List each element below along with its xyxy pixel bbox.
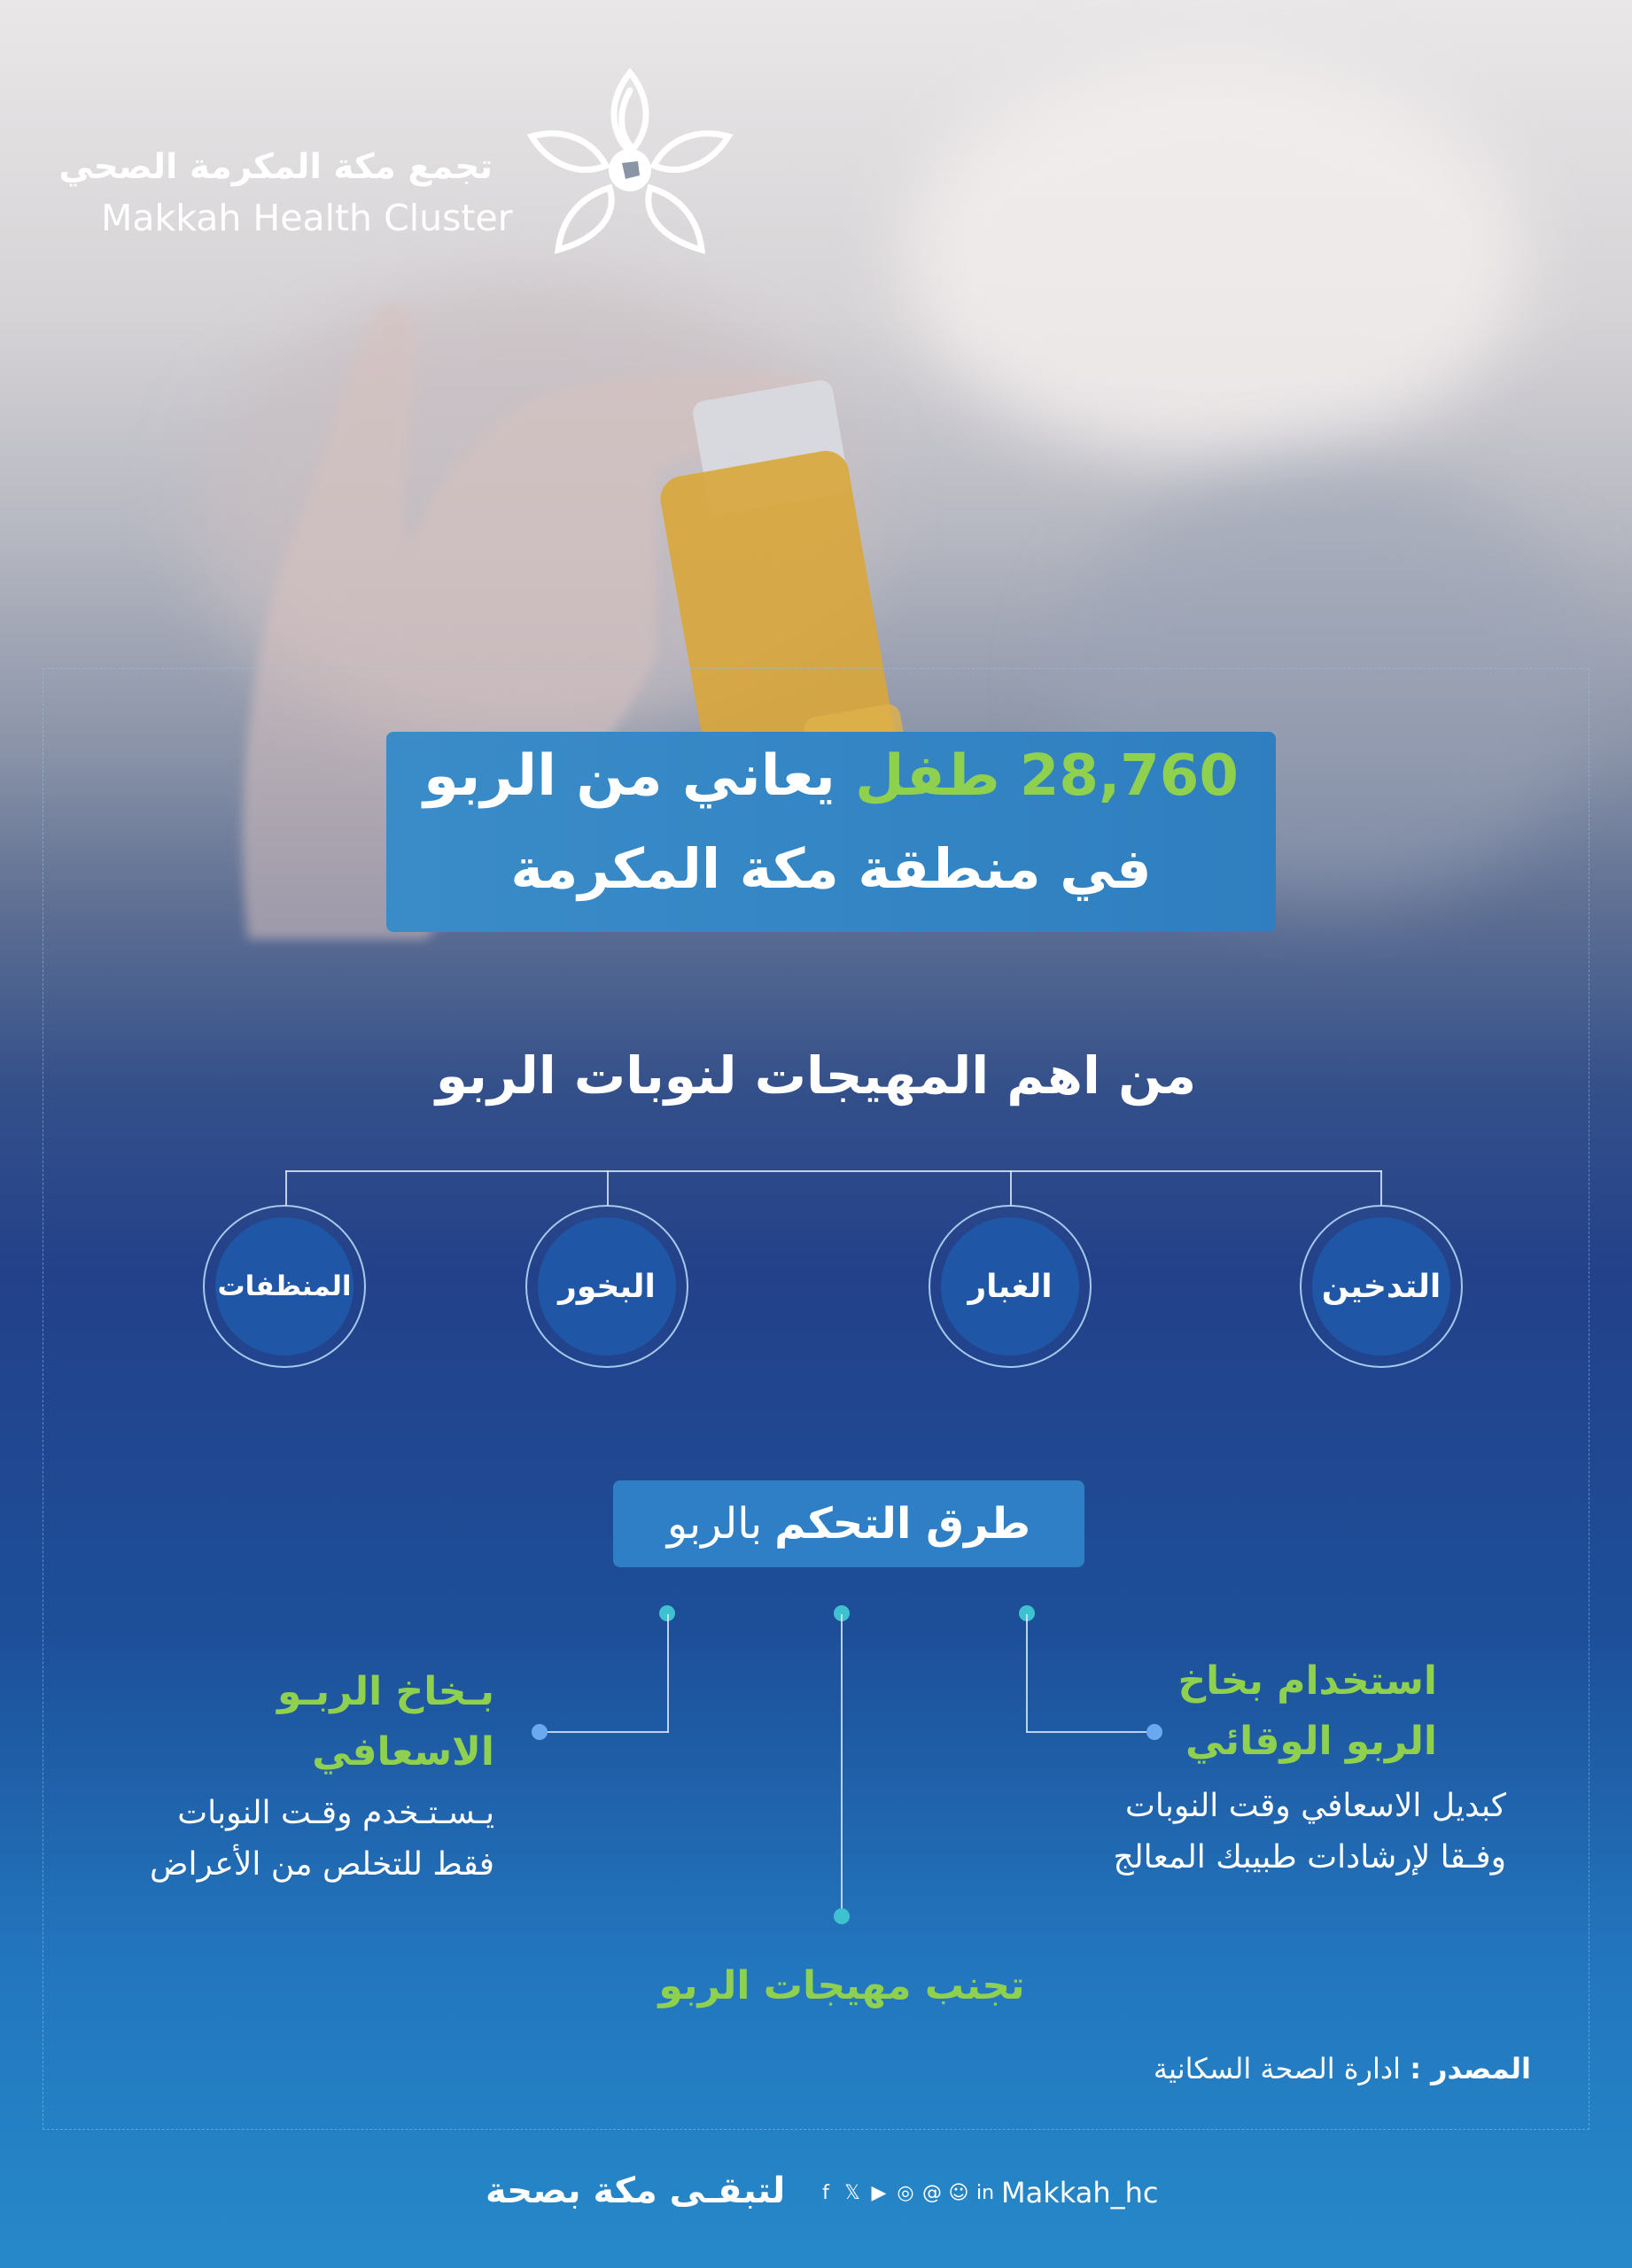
tree-vertical-line: [607, 1170, 609, 1206]
social-bar: [815, 2176, 1158, 2210]
item-desc: فقط للتخلص من الأعراض: [149, 1845, 494, 1883]
trigger-label: التدخين: [1312, 1217, 1450, 1355]
headline-line2: في منطقة مكة المكرمة: [510, 836, 1152, 901]
x-icon[interactable]: 𝕏: [844, 2181, 860, 2204]
control-item-rescue: [34, 1662, 494, 1891]
background-photo-shape: [904, 53, 1524, 461]
logo-english-name: Makkah Health Cluster: [101, 197, 513, 239]
control-title-rest: بالربو: [666, 1499, 763, 1549]
connector-dot: [834, 1908, 850, 1924]
headline-highlight-word: طفل: [855, 743, 1000, 809]
tree-vertical-line: [1010, 1170, 1012, 1206]
tree-vertical-line: [285, 1170, 287, 1206]
trigger-dust: [929, 1205, 1092, 1368]
connector-line: [667, 1614, 669, 1733]
source-label: المصدر :: [1410, 2052, 1531, 2085]
social-handle[interactable]: Makkah_hc: [1001, 2176, 1159, 2210]
makkah-health-cluster-logo-icon: [525, 64, 735, 268]
control-title-box: [613, 1480, 1084, 1567]
trigger-incense: [525, 1205, 688, 1368]
tree-horizontal-line: [285, 1170, 1382, 1172]
headline-number: 28,760: [1019, 743, 1239, 809]
footer-slogan: لتبقـى مكة بصحة: [486, 2171, 786, 2211]
logo-arabic-name: تجمع مكة المكرمة الصحي: [58, 147, 493, 187]
trigger-label: البخور: [538, 1217, 676, 1355]
item-desc: كبديل الاسعافي وقت النوبات: [1124, 1788, 1506, 1825]
control-item-preventive: [941, 1651, 1506, 1884]
connector-dot: [532, 1724, 548, 1740]
tree-vertical-line: [1380, 1170, 1382, 1206]
headline-box: [386, 732, 1276, 932]
trigger-smoking: [1300, 1205, 1463, 1368]
triggers-title: من اهم المهيجات لنوبات الربو: [435, 1045, 1197, 1106]
item-title: بـخاخ الربـو: [277, 1669, 494, 1714]
source-note: [1154, 2052, 1531, 2085]
trigger-cleaners: [203, 1205, 366, 1368]
linkedin-icon[interactable]: in: [975, 2181, 995, 2204]
trigger-label: الغبار: [941, 1217, 1079, 1355]
trigger-label: المنظفات: [215, 1217, 354, 1355]
headline-line1: [386, 741, 1276, 812]
snapchat-icon[interactable]: ☺: [948, 2181, 969, 2204]
headline-line1-rest: يعاني من الربو: [424, 743, 835, 809]
control-title-bold: طرق التحكم: [774, 1499, 1031, 1549]
instagram-icon[interactable]: ◎: [897, 2181, 914, 2204]
item-desc: يـسـتـخدم وقـت النوبات: [177, 1795, 494, 1832]
threads-icon[interactable]: @: [922, 2181, 942, 2204]
connector-line: [542, 1731, 669, 1733]
facebook-icon[interactable]: f: [822, 2181, 829, 2204]
connector-line: [841, 1614, 843, 1912]
control-item-avoid: تجنب مهيجات الربو: [658, 1963, 1025, 2008]
item-title: الاسعافي: [312, 1729, 494, 1775]
item-title: استخدام بخاخ: [1177, 1658, 1437, 1704]
youtube-icon[interactable]: ▶: [871, 2181, 887, 2204]
item-title: الربو الوقائي: [1185, 1719, 1437, 1765]
source-value: ادارة الصحة السكانية: [1153, 2052, 1402, 2085]
item-desc: وفـقا لإرشادات طبيبك المعالج: [1113, 1838, 1506, 1876]
